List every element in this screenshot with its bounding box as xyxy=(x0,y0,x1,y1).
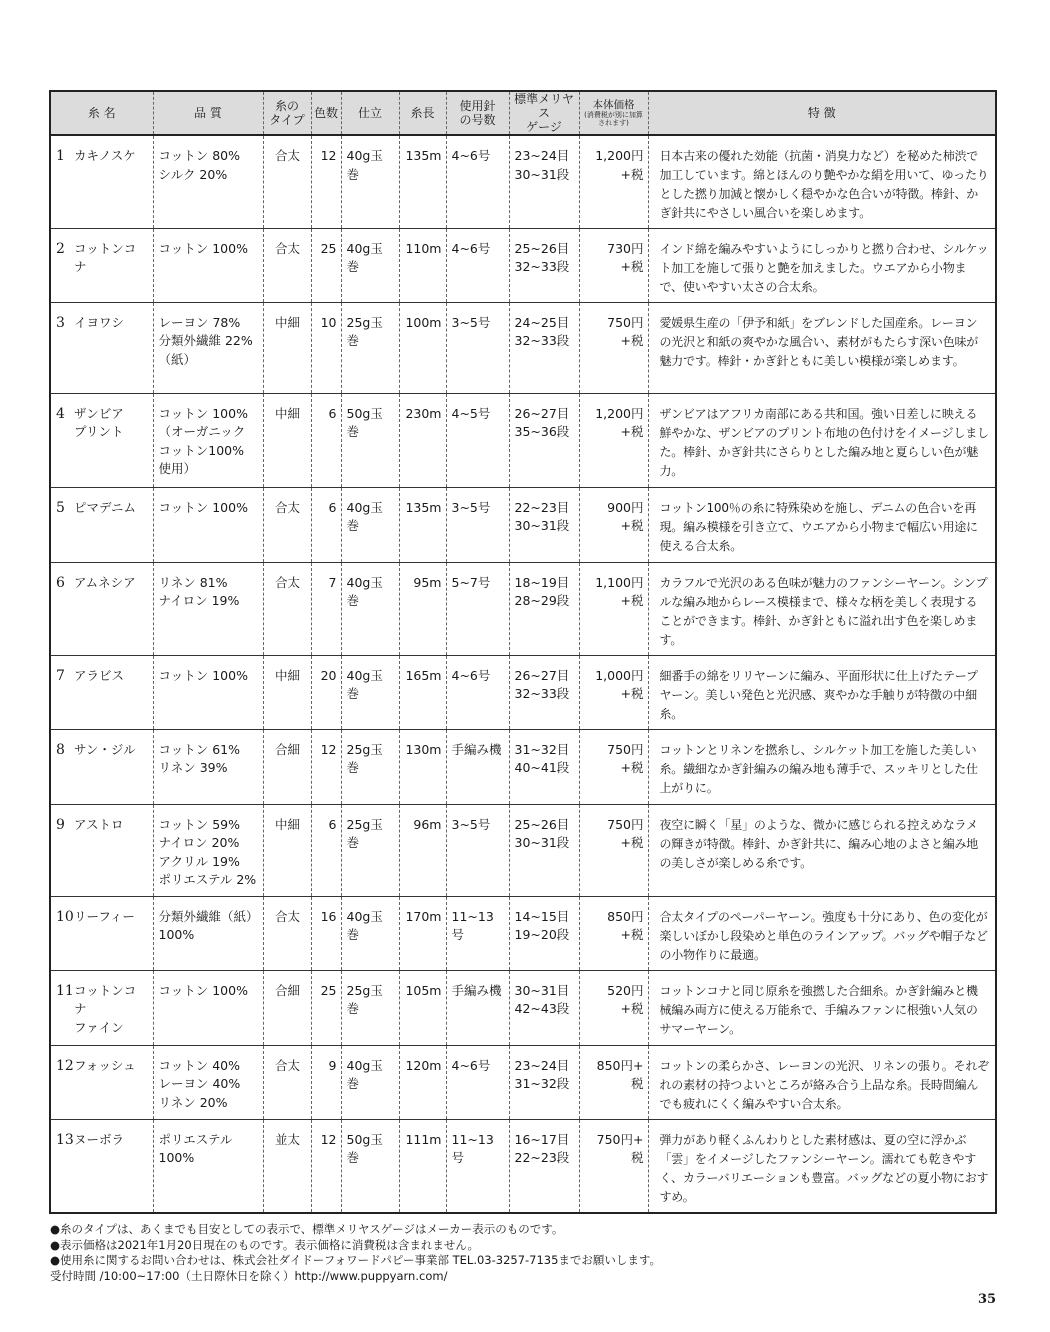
row-number: 4 xyxy=(56,405,65,422)
gauge-cell: 31~32目 40~41段 xyxy=(509,729,579,804)
material-cell: コットン 100% xyxy=(153,970,263,1045)
header-type: 糸の タイプ xyxy=(263,91,311,135)
yarn-name-cell xyxy=(50,896,153,970)
finish-cell: 50g玉巻 xyxy=(341,393,399,487)
features-cell: 合太タイプのペーパーヤーン。強度も十分にあり、色の変化が楽しいぼかし段染めと単色のラインアップ。バッグや帽子などの小物作りに最適。 xyxy=(648,896,996,970)
page-number: 35 xyxy=(978,1292,997,1307)
yarn-name-cell xyxy=(50,729,153,804)
length-cell: 170m xyxy=(399,896,446,970)
row-number: 8 xyxy=(56,741,65,758)
length-cell: 110m xyxy=(399,228,446,302)
type-cell: 中細 xyxy=(263,302,311,393)
yarn-name: イヨワシ xyxy=(74,314,125,330)
gauge-cell: 30~31目 42~43段 xyxy=(509,970,579,1045)
features-cell: 弾力があり軽くふんわりとした素材感は、夏の空に浮かぶ「雲」をイメージしたファンシーヤーン。濡れても乾きやすく、カラーバリエーションも豊富。バッグなどの夏小物におすすめ。 xyxy=(648,1119,996,1213)
needle-cell: 4~6号 xyxy=(446,655,509,729)
price-cell: 750円+ 税 xyxy=(579,1119,648,1213)
yarn-name-wrap xyxy=(56,147,149,166)
price-cell: 750円 +税 xyxy=(579,729,648,804)
table-row xyxy=(50,896,996,970)
length-cell: 120m xyxy=(399,1045,446,1119)
colors-cell: 16 xyxy=(311,896,341,970)
yarn-name-cell xyxy=(50,393,153,487)
needle-cell: 3~5号 xyxy=(446,302,509,393)
row-number: 6 xyxy=(56,574,65,591)
header-colors: 色数 xyxy=(311,91,341,135)
yarn-name-cell xyxy=(50,135,153,228)
table-row xyxy=(50,655,996,729)
material-cell: コットン 80% シルク 20% xyxy=(153,135,263,228)
type-cell: 中細 xyxy=(263,393,311,487)
yarn-name-wrap xyxy=(56,499,149,518)
yarn-name: ザンビア プリント xyxy=(74,405,124,439)
length-cell: 230m xyxy=(399,393,446,487)
table-header-row xyxy=(50,91,996,135)
material-cell: コットン 61% リネン 39% xyxy=(153,729,263,804)
colors-cell: 12 xyxy=(311,729,341,804)
yarn-name-wrap xyxy=(56,982,149,1038)
row-number: 9 xyxy=(56,816,65,833)
header-length: 糸長 xyxy=(399,91,446,135)
yarn-name-wrap xyxy=(56,1131,149,1150)
finish-cell: 40g玉巻 xyxy=(341,228,399,302)
length-cell: 100m xyxy=(399,302,446,393)
yarn-name-wrap xyxy=(56,741,149,760)
row-number: 11 xyxy=(56,982,74,999)
yarn-name-wrap xyxy=(56,314,149,333)
table-row xyxy=(50,562,996,655)
table-row xyxy=(50,135,996,228)
header-gauge: 標準メリヤス ゲージ xyxy=(509,91,579,135)
yarn-name: ヌーボラ xyxy=(74,1131,125,1147)
yarn-name-wrap xyxy=(56,816,149,835)
table-row xyxy=(50,970,996,1045)
yarn-name-cell xyxy=(50,302,153,393)
type-cell: 合細 xyxy=(263,729,311,804)
yarn-name-cell xyxy=(50,1045,153,1119)
material-cell: コットン 100% xyxy=(153,655,263,729)
gauge-cell: 24~25目 32~33段 xyxy=(509,302,579,393)
yarn-name: フォッシュ xyxy=(74,1057,136,1073)
length-cell: 135m xyxy=(399,135,446,228)
yarn-name-cell xyxy=(50,1119,153,1213)
gauge-cell: 25~26目 30~31段 xyxy=(509,804,579,896)
table-row xyxy=(50,1045,996,1119)
price-cell: 750円 +税 xyxy=(579,302,648,393)
row-number: 1 xyxy=(56,148,65,164)
colors-cell: 12 xyxy=(311,1119,341,1213)
yarn-name: リーフィー xyxy=(74,908,135,924)
yarn-name-wrap xyxy=(56,405,149,442)
finish-cell: 40g玉巻 xyxy=(341,135,399,228)
yarn-name-wrap xyxy=(56,1057,149,1076)
finish-cell: 25g玉巻 xyxy=(341,729,399,804)
table-row xyxy=(50,487,996,562)
price-cell: 1,200円 +税 xyxy=(579,393,648,487)
yarn-name-cell xyxy=(50,487,153,562)
price-cell: 730円 +税 xyxy=(579,228,648,302)
material-cell: コットン 100% （オーガニック コットン100% 使用） xyxy=(153,393,263,487)
features-cell: コットン100％の糸に特殊染めを施し、デニムの色合いを再現。編み模様を引き立て、ウエアから小物まで幅広い用途に使える合太糸。 xyxy=(648,487,996,562)
needle-cell: 手編み機 xyxy=(446,729,509,804)
price-cell: 1,100円 +税 xyxy=(579,562,648,655)
length-cell: 165m xyxy=(399,655,446,729)
finish-cell: 25g玉巻 xyxy=(341,970,399,1045)
type-cell: 合細 xyxy=(263,970,311,1045)
colors-cell: 9 xyxy=(311,1045,341,1119)
table-row xyxy=(50,393,996,487)
finish-cell: 40g玉巻 xyxy=(341,487,399,562)
footnote: 受付時間 /10:00~17:00（土日際休日を除く）http://www.puppyarn.com/ xyxy=(50,1268,448,1283)
price-cell: 850円 +税 xyxy=(579,896,648,970)
colors-cell: 25 xyxy=(311,228,341,302)
yarn-name: アストロ xyxy=(74,816,124,832)
yarn-name-cell xyxy=(50,562,153,655)
material-cell: ポリエステル 100% xyxy=(153,1119,263,1213)
gauge-cell: 26~27目 35~36段 xyxy=(509,393,579,487)
type-cell: 並太 xyxy=(263,1119,311,1213)
yarn-name-wrap xyxy=(56,667,149,686)
table-row xyxy=(50,228,996,302)
needle-cell: 手編み機 xyxy=(446,970,509,1045)
table-row xyxy=(50,302,996,393)
header-finish: 仕立 xyxy=(341,91,399,135)
type-cell: 合太 xyxy=(263,896,311,970)
footnote: ●糸のタイプは、あくまでも目安としての表示で、標準メリヤスゲージはメーカー表示のものです。 xyxy=(50,1222,564,1236)
features-cell: カラフルで光沢のある色味が魅力のファンシーヤーン。シンプルな編み地からレース模様まで、様々な柄を美しく表現することができます。棒針、かぎ針ともに溢れ出す色を楽しめます。 xyxy=(648,562,996,655)
colors-cell: 10 xyxy=(311,302,341,393)
length-cell: 96m xyxy=(399,804,446,896)
header-price-label: 本体価格 xyxy=(592,99,635,111)
type-cell: 合太 xyxy=(263,1045,311,1119)
gauge-cell: 16~17目 22~23段 xyxy=(509,1119,579,1213)
finish-cell: 25g玉巻 xyxy=(341,804,399,896)
type-cell: 合太 xyxy=(263,487,311,562)
row-number: 2 xyxy=(56,240,65,257)
price-cell: 1,200円 +税 xyxy=(579,135,648,228)
type-cell: 中細 xyxy=(263,655,311,729)
finish-cell: 40g玉巻 xyxy=(341,562,399,655)
colors-cell: 12 xyxy=(311,135,341,228)
colors-cell: 6 xyxy=(311,393,341,487)
footnote: ●表示価格は2021年1月20日現在のものです。表示価格に消費税は含まれません。 xyxy=(50,1237,480,1252)
yarn-name: カキノスケ xyxy=(74,148,136,163)
needle-cell: 4~6号 xyxy=(446,1045,509,1119)
features-cell: 細番手の綿をリリヤーンに編み、平面形状に仕上げたテープヤーン。美しい発色と光沢感、爽やかな手触りが特徴の中細糸。 xyxy=(648,655,996,729)
colors-cell: 6 xyxy=(311,487,341,562)
yarn-name-cell xyxy=(50,228,153,302)
row-number: 5 xyxy=(56,499,65,516)
finish-cell: 40g玉巻 xyxy=(341,1045,399,1119)
yarn-name: コットンコナ ファイン xyxy=(74,982,137,1035)
type-cell: 合太 xyxy=(263,135,311,228)
features-cell: 日本古来の優れた効能（抗菌・消臭力など）を秘めた柿渋で加工しています。綿とほんのり艶やかな絹を用いて、ゆったりとした撚り加減と懐かしく穏やかな色合いが特徴。棒針、かぎ針共にやさしい風合いを楽しめます。 xyxy=(648,135,996,228)
footnote: ●使用糸に関するお問い合わせは、株式会社ダイドーフォワードパピー事業部 TEL.03-3257-7135までお願いします。 xyxy=(50,1253,662,1267)
features-cell: コットンコナと同じ原糸を強撚した合細糸。かぎ針編みと機械編み両方に使える万能糸で、手編みファンに根強い人気のサマーヤーン。 xyxy=(648,970,996,1045)
price-cell: 900円 +税 xyxy=(579,487,648,562)
gauge-cell: 18~19目 28~29段 xyxy=(509,562,579,655)
colors-cell: 6 xyxy=(311,804,341,896)
gauge-cell: 22~23目 30~31段 xyxy=(509,487,579,562)
yarn-name: コットンコナ xyxy=(74,240,137,274)
yarn-name-wrap xyxy=(56,240,149,277)
yarn-name: ピマデニム xyxy=(74,499,137,515)
needle-cell: 3~5号 xyxy=(446,487,509,562)
material-cell: コットン 40% レーヨン 40% リネン 20% xyxy=(153,1045,263,1119)
length-cell: 95m xyxy=(399,562,446,655)
needle-cell: 4~6号 xyxy=(446,228,509,302)
material-cell: 分類外繊維（紙） 100% xyxy=(153,896,263,970)
length-cell: 105m xyxy=(399,970,446,1045)
finish-cell: 50g玉巻 xyxy=(341,1119,399,1213)
features-cell: コットンの柔らかさ、レーヨンの光沢、リネンの張り。それぞれの素材の持つよいところが絡み合う上品な糸。長時間編んでも疲れにくく編みやすい合太糸。 xyxy=(648,1045,996,1119)
needle-cell: 4~5号 xyxy=(446,393,509,487)
yarn-name: アムネシア xyxy=(74,574,136,590)
header-name: 糸 名 xyxy=(50,91,153,135)
finish-cell: 40g玉巻 xyxy=(341,896,399,970)
header-material: 品 質 xyxy=(153,91,263,135)
needle-cell: 4~6号 xyxy=(446,135,509,228)
features-cell: 愛媛県生産の「伊予和紙」をブレンドした国産糸。レーヨンの光沢と和紙の爽やかな風合い、素材がもたらす深い色味が魅力です。棒針・かぎ針ともに美しい模様が楽しめます。 xyxy=(648,302,996,393)
row-number: 10 xyxy=(56,908,74,925)
gauge-cell: 23~24目 30~31段 xyxy=(509,135,579,228)
yarn-name-cell xyxy=(50,804,153,896)
price-cell: 750円 +税 xyxy=(579,804,648,896)
price-cell: 1,000円 +税 xyxy=(579,655,648,729)
colors-cell: 7 xyxy=(311,562,341,655)
yarn-name-wrap xyxy=(56,574,149,593)
header-price xyxy=(579,91,648,135)
yarn-name-wrap xyxy=(56,908,149,927)
row-number: 12 xyxy=(56,1057,74,1074)
material-cell: コットン 59% ナイロン 20% アクリル 19% ポリエステル 2% xyxy=(153,804,263,896)
finish-cell: 25g玉巻 xyxy=(341,302,399,393)
features-cell: 夜空に瞬く「星」のような、微かに感じられる控えめなラメの輝きが特徴。棒針、かぎ針共に、編み心地のよさと編み地の美しさが楽しめる糸です。 xyxy=(648,804,996,896)
table-row xyxy=(50,804,996,896)
material-cell: コットン 100% xyxy=(153,487,263,562)
gauge-cell: 23~24目 31~32段 xyxy=(509,1045,579,1119)
row-number: 13 xyxy=(56,1131,74,1148)
length-cell: 130m xyxy=(399,729,446,804)
colors-cell: 25 xyxy=(311,970,341,1045)
footnotes xyxy=(50,1222,1010,1284)
yarn-name-cell xyxy=(50,970,153,1045)
needle-cell: 11~13号 xyxy=(446,896,509,970)
type-cell: 中細 xyxy=(263,804,311,896)
yarn-table xyxy=(49,90,997,1214)
yarn-name-cell xyxy=(50,655,153,729)
length-cell: 111m xyxy=(399,1119,446,1213)
price-cell: 520円 +税 xyxy=(579,970,648,1045)
colors-cell: 20 xyxy=(311,655,341,729)
row-number: 7 xyxy=(56,667,65,684)
finish-cell: 40g玉巻 xyxy=(341,655,399,729)
price-cell: 850円+ 税 xyxy=(579,1045,648,1119)
header-features: 特 徴 xyxy=(648,91,996,135)
type-cell: 合太 xyxy=(263,228,311,302)
needle-cell: 5~7号 xyxy=(446,562,509,655)
gauge-cell: 25~26目 32~33段 xyxy=(509,228,579,302)
gauge-cell: 26~27目 32~33段 xyxy=(509,655,579,729)
type-cell: 合太 xyxy=(263,562,311,655)
header-price-note: (消費税が別に加算されます) xyxy=(584,111,643,127)
material-cell: レーヨン 78% 分類外繊維 22% （紙） xyxy=(153,302,263,393)
features-cell: コットンとリネンを撚糸し、シルケット加工を施した美しい糸。繊細なかぎ針編みの編み地も薄手で、スッキリとした仕上がりに。 xyxy=(648,729,996,804)
table-row xyxy=(50,1119,996,1213)
gauge-cell: 14~15目 19~20段 xyxy=(509,896,579,970)
needle-cell: 3~5号 xyxy=(446,804,509,896)
features-cell: ザンビアはアフリカ南部にある共和国。強い日差しに映える鮮やかな、ザンビアのプリント布地の色付けをイメージしました。棒針、かぎ針共にさらりとした編み地と夏らしい色が魅力。 xyxy=(648,393,996,487)
length-cell: 135m xyxy=(399,487,446,562)
needle-cell: 11~13号 xyxy=(446,1119,509,1213)
material-cell: コットン 100% xyxy=(153,228,263,302)
row-number: 3 xyxy=(56,314,65,331)
material-cell: リネン 81% ナイロン 19% xyxy=(153,562,263,655)
features-cell: インド綿を編みやすいようにしっかりと撚り合わせ、シルケット加工を施して張りと艶を加えました。ウエアから小物まで、使いやすい太さの合太糸。 xyxy=(648,228,996,302)
yarn-name: サン・ジル xyxy=(74,741,136,757)
table-row xyxy=(50,729,996,804)
header-needle: 使用針 の号数 xyxy=(446,91,509,135)
yarn-name: アラビス xyxy=(74,667,125,683)
